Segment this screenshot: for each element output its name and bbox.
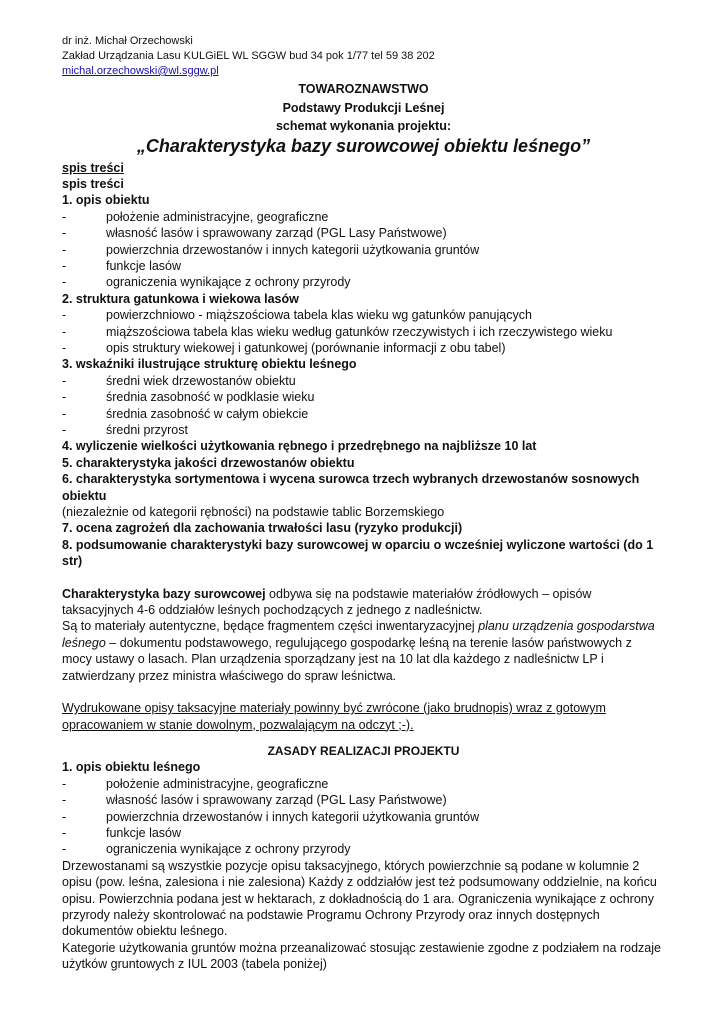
intro-paragraph-2: Są to materiały autentyczne, będące fragmentem części inwentaryzacyjnej planu urządzenia gospodarstwa leśnego – dokumentu podstawowego, regulującego gospodarkę leśną na terenie lasów państwowych z mocy ustawy o lasach. Plan urządzenia sporządzany jest na 10 lat dla każdego z nadleśnictw LP i zatwierdzany przez ministra właściwego do spraw leśnictwa.	[62, 619, 655, 683]
list-marker: -	[62, 406, 67, 421]
list-marker: -	[62, 258, 67, 273]
toc-section-6: 6. charakterystyka sortymentowa i wycena surowca trzech wybranych drzewostanów sosnowych obiektu	[62, 472, 640, 503]
author-affiliation: Zakład Urządzania Lasu KULGiEL WL SGGW bud 34 pok 1/77 tel 59 38 202	[62, 50, 435, 62]
list-item: - położenie administracyjne, geograficzne	[62, 776, 329, 791]
list-item: - miąższościowa tabela klas wieku według gatunków rzeczywistych i ich rzeczywistego wieku	[62, 324, 613, 339]
toc-section-7: 7. ocena zagrożeń dla zachowania trwałości lasu (ryzyko produkcji)	[62, 521, 463, 536]
list-marker: -	[62, 275, 67, 290]
rules-section-title: ZASADY REALIZACJI PROJEKTU	[267, 743, 460, 758]
list-item: - powierzchnia drzewostanów i innych kategorii użytkowania gruntów	[62, 242, 480, 257]
list-marker: -	[62, 842, 67, 857]
list-item: - funkcje lasów	[62, 258, 182, 273]
list-marker: -	[62, 373, 67, 388]
list-marker: -	[62, 423, 67, 437]
list-marker: -	[62, 226, 67, 241]
toc-section-1: 1. opis obiektu	[62, 193, 150, 208]
subject-title: TOWAROZNAWSTWO	[298, 82, 429, 96]
list-marker: -	[62, 825, 67, 840]
intro-bold-term: Charakterystyka bazy surowcowej	[62, 586, 266, 601]
list-item: - średni przyrost	[62, 423, 188, 437]
list-item: - opis struktury wiekowej i gatunkowej (porównanie informacji z obu tabel)	[62, 340, 506, 355]
rules-section-1: 1. opis obiektu leśnego	[62, 760, 201, 775]
list-marker: -	[62, 308, 67, 323]
toc-section-4: 4. wyliczenie wielkości użytkowania rębnego i przedrębnego na najbliższe 10 lat	[62, 439, 537, 454]
table-of-contents	[62, 160, 665, 570]
list-marker: -	[62, 340, 67, 355]
toc-section-3-list	[62, 373, 665, 439]
toc-heading-link[interactable]: spis treści	[62, 160, 124, 175]
author-header	[62, 34, 665, 79]
list-item: - położenie administracyjne, geograficzne	[62, 209, 329, 224]
toc-section-8: 8. podsumowanie charakterystyki bazy surowcowej w oparciu o wcześniej wyliczone wartości (do 1 str)	[62, 537, 654, 569]
course-title: Podstawy Produkcji Leśnej	[282, 100, 445, 115]
intro-paragraph-1: Charakterystyka bazy surowcowej odbywa się na podstawie materiałów źródłowych – opisów taksacyjnych 4-6 oddziałów leśnych pochodzących z jednego z nadleśnictw.	[62, 586, 592, 618]
list-item: - powierzchniowo - miąższościowa tabela klas wieku wg gatunków panujących	[62, 308, 532, 323]
rules-paragraph-1: Drzewostanami są wszystkie pozycje opisu taksacyjnego, których powierzchnie są podane w kolumnie 2 opisu (pow. leśna, zalesiona i nie zalesiona) Każdy z oddziałów jest też podsumowany oddzielnie, na końcu opisu. Powierzchnia podana jest w hektarach, z dokładnością do 1 ara. Ograniczenia wynikające z ochrony przyrody należy skontrolować na podstawie Programu Ochrony Przyrody oraz innych dostępnych dokumentów obiektu leśnego.	[62, 858, 657, 939]
toc-section-2: 2. struktura gatunkowa i wiekowa lasów	[62, 291, 299, 306]
list-item: - ograniczenia wynikające z ochrony przyrody	[62, 275, 351, 290]
list-marker: -	[62, 809, 67, 824]
toc-heading: spis treści	[62, 176, 124, 191]
list-item: - średni wiek drzewostanów obiektu	[62, 373, 296, 388]
list-item: - średnia zasobność w podklasie wieku	[62, 390, 315, 405]
list-item: - własność lasów i sprawowany zarząd (PGL Lasy Państwowe)	[62, 226, 447, 241]
toc-section-1-list	[62, 209, 665, 291]
toc-section-3: 3. wskaźniki ilustrujące strukturę obiektu leśnego	[62, 357, 357, 372]
toc-section-5: 5. charakterystyka jakości drzewostanów obiektu	[62, 455, 355, 470]
list-marker: -	[62, 242, 67, 257]
project-title: „Charakterystyka bazy surowcowej obiektu leśnego”	[136, 135, 591, 156]
list-marker: -	[62, 793, 67, 808]
return-materials-note: Wydrukowane opisy taksacyjne materiały powinny być zwrócone (jako brudnopis) wraz z gotowym opracowaniem w stanie dowolnym, pozwalającym na odczyt ;-).	[62, 701, 606, 732]
list-item: - średnia zasobność w całym obiekcie	[62, 406, 309, 421]
list-item: - powierzchnia drzewostanów i innych kategorii użytkowania gruntów	[62, 809, 480, 824]
list-marker: -	[62, 390, 67, 405]
author-name: dr inż. Michał Orzechowski	[62, 35, 193, 47]
list-marker: -	[62, 209, 67, 224]
toc-section-2-list	[62, 307, 665, 356]
list-item: - własność lasów i sprawowany zarząd (PGL Lasy Państwowe)	[62, 793, 447, 808]
toc-section-6-continuation: (niezależnie od kategorii rębności) na podstawie tablic Borzemskiego	[62, 505, 445, 520]
list-marker: -	[62, 324, 67, 339]
list-marker: -	[62, 776, 67, 791]
list-item: - funkcje lasów	[62, 825, 182, 840]
author-email-link[interactable]: michal.orzechowski@wl.sggw.pl	[62, 65, 219, 77]
scheme-title: schemat wykonania projektu:	[275, 119, 452, 133]
rules-paragraph-2: Kategorie użytkowania gruntów można przeanalizować stosując zestawienie zgodne z podziałem na rodzaje użytków gruntowych z IUL 2003 (tabela poniżej)	[62, 940, 661, 972]
rules-section-1-list	[62, 776, 665, 858]
intro-italic-term: planu urządzenia gospodarstwa leśnego	[62, 619, 655, 650]
list-item: - ograniczenia wynikające z ochrony przyrody	[62, 842, 351, 857]
